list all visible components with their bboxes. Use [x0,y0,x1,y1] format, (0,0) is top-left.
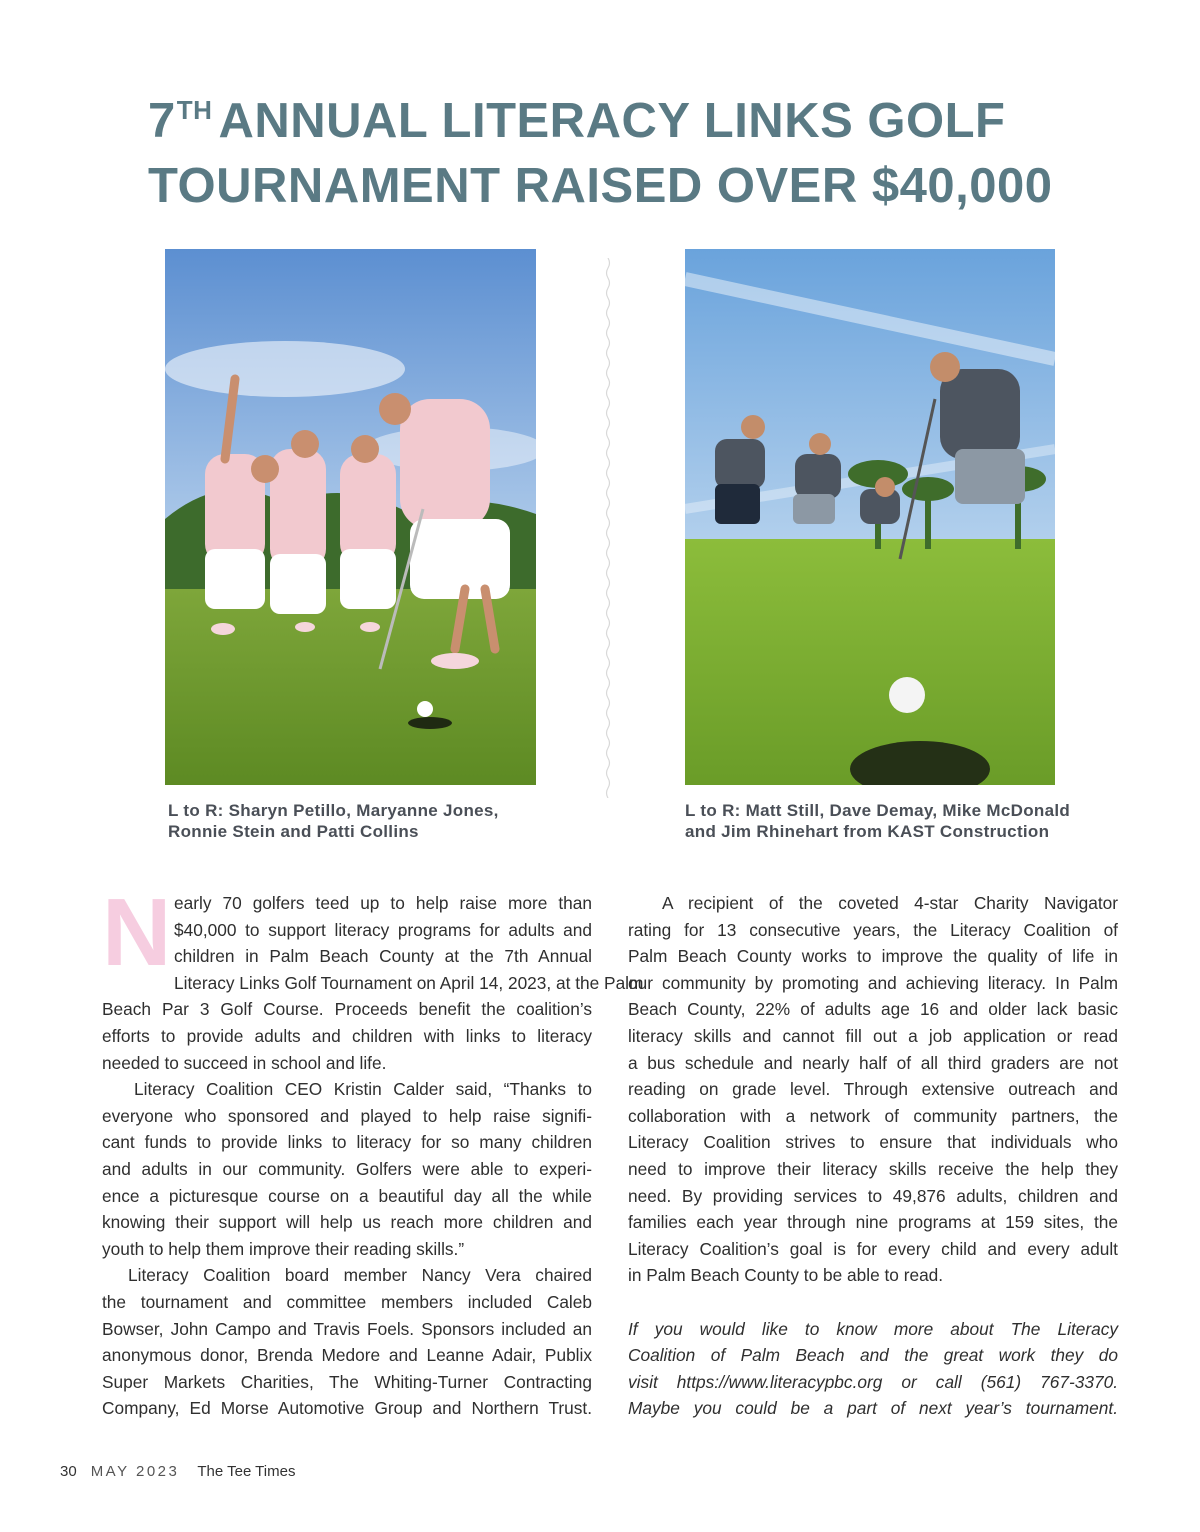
text-line: need to improve their literacy skills receive the help they [628,1158,1118,1179]
text-line: Beach County, 22% of adults age 16 and older lack basic [628,999,1118,1020]
photo-caption-left [168,800,499,842]
text-line: Maybe you could be a part of next year’s tournament. [628,1398,1118,1419]
text-line: children in Palm Beach County at the 7th Annual [174,946,592,967]
text-line: the tournament and committee members included Caleb [102,1291,592,1312]
text-line: needed to succeed in school and life. [102,1052,387,1073]
text-line: If you would like to know more about The Literacy [628,1318,1118,1339]
publication-name: The Tee Times [197,1463,296,1480]
photo-caption-right [685,800,1070,842]
page-footer [60,1461,295,1483]
text-line: anonymous donor, Brenda Medore and Leanne Adair, Publix [102,1345,592,1366]
text-line: families each year through nine programs at 159 sites, the [628,1212,1118,1233]
text-line: Bowser, John Campo and Travis Foels. Sponsors included an [102,1318,592,1339]
text-line: A recipient of the coveted 4-star Charity Navigator [662,893,1118,913]
text-line: reading on grade level. Through extensive outreach and [628,1079,1118,1100]
text-line: need. By providing services to 49,876 adults, children and [628,1185,1118,1206]
photo-women-golfers-image [165,249,536,785]
paragraph-spacer [628,1289,1118,1316]
drop-cap: N [102,879,172,986]
caption-line: Ronnie Stein and Patti Collins [168,822,419,841]
text-line: and adults in our community. Golfers were able to experi- [102,1158,592,1179]
caption-line: and Jim Rhinehart from KAST Construction [685,822,1050,841]
text-line: literacy skills and cannot fill out a job application or read [628,1025,1118,1046]
text-line: visit https://www.literacypbc.org or call (561) 767-3370. [628,1371,1118,1392]
article-headline [148,92,1148,215]
caption-line: L to R: Sharyn Petillo, Maryanne Jones, [168,801,499,820]
text-line: Beach Par 3 Golf Course. Proceeds benefit the coalition’s [102,999,592,1020]
paragraph-call-to-action [628,1316,1118,1422]
text-line: Literacy Coalition’s goal is for every child and every adult [628,1238,1118,1259]
text-line: Literacy Coalition board member Nancy Vera chaired [128,1265,592,1286]
text-line: $40,000 to support literacy programs for adults and [174,919,592,940]
headline-superscript: TH [176,95,213,125]
wavy-divider-line [604,258,612,798]
text-line: Coalition of Palm Beach and the great work they do [628,1345,1118,1366]
headline-line-2: TOURNAMENT RAISED OVER $40,000 [148,159,1053,213]
paragraph-coalition-info [628,890,1118,1289]
text-line: our community by promoting and achieving literacy. In Palm [628,972,1118,993]
text-line: early 70 golfers teed up to help raise more than [174,893,592,913]
paragraph-intro [102,879,644,1076]
headline-number: 7 [148,94,176,148]
photo-men-golfers-image [685,249,1055,785]
caption-line: L to R: Matt Still, Dave Demay, Mike McDonald [685,801,1071,820]
article-column-left [102,879,644,1422]
headline-line-1-text: ANNUAL LITERACY LINKS GOLF [218,94,1006,148]
column-divider [604,258,612,798]
text-line: cant funds to provide links to literacy for so many children [102,1132,592,1153]
text-line: everyone who sponsored and played to help raise signifi- [102,1105,592,1126]
text-line: Literacy Coalition strives to ensure that individuals who [628,1132,1118,1153]
text-line: Company, Ed Morse Automotive Group and Northern Trust. [102,1398,592,1419]
photo-women-golfers [165,249,536,785]
text-line: knowing their support will help us reach more children and [102,1212,592,1233]
paragraph-sponsors [102,1262,592,1422]
headline-line-1 [148,92,1148,157]
text-line: ence a picturesque course on a beautiful day all the while [102,1185,592,1206]
paragraph-ceo-quote [102,1076,592,1262]
text-line: a bus schedule and nearly half of all third graders are not [628,1052,1118,1073]
text-line: collaboration with a network of community partners, the [628,1105,1118,1126]
text-line: youth to help them improve their reading skills.” [102,1238,465,1259]
text-line: Palm Beach County works to improve the quality of life in [628,946,1118,967]
text-line: efforts to provide adults and children with links to literacy [102,1025,592,1046]
text-line: Literacy Coalition CEO Kristin Calder said, “Thanks to [134,1079,592,1100]
text-line: Literacy Links Golf Tournament on April 14, 2023, at the Palm [174,972,644,993]
page-number: 30 [60,1463,77,1480]
photo-men-golfers [685,249,1055,785]
text-line: in Palm Beach County to be able to read. [628,1265,944,1286]
issue-date: MAY 2023 [90,1463,180,1480]
article-column-right [628,890,1118,1422]
text-line: rating for 13 consecutive years, the Literacy Coalition of [628,919,1118,940]
text-line: Super Markets Charities, The Whiting-Turner Contracting [102,1371,592,1392]
